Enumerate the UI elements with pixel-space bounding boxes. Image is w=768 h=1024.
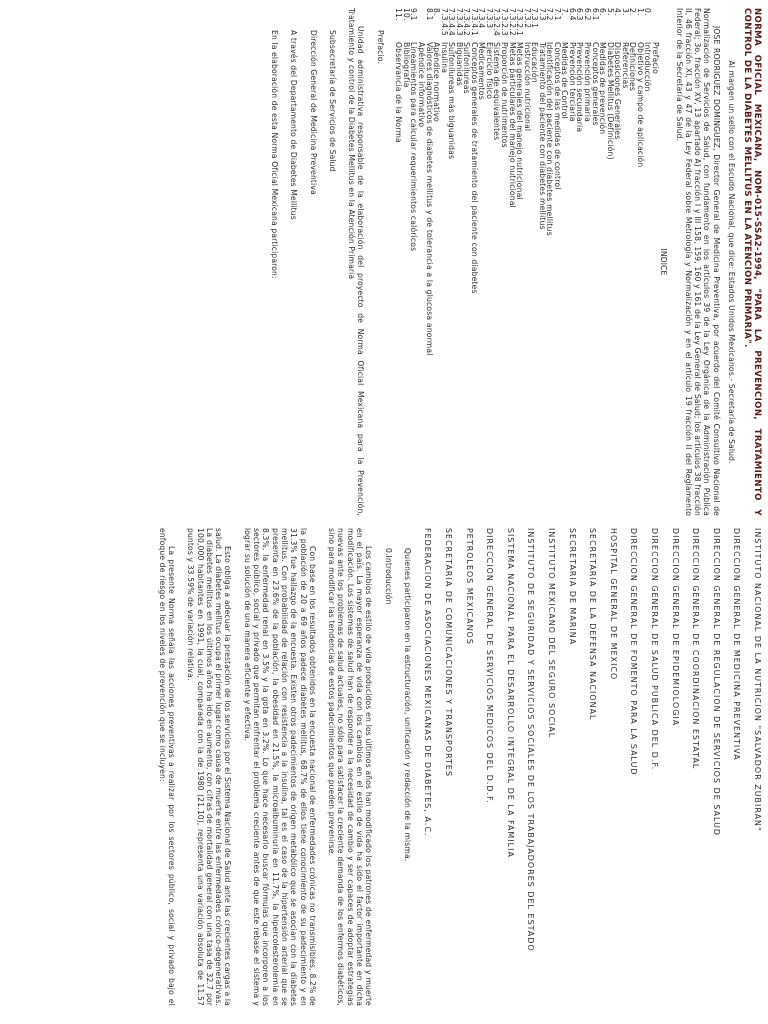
- toc-item: [621, 8, 629, 516]
- toc-item: [576, 8, 584, 516]
- toc-label: Instrucción nutricional: [522, 42, 532, 132]
- toc-number: 6.: [598, 8, 608, 16]
- toc-label: Proporción de nutrimentos: [499, 42, 509, 148]
- participants-line: Quienes participaron en la estructuración, unificación y redacción de la misma.: [402, 548, 412, 862]
- toc-label: Conceptos generales de tratamiento del paciente con diabetes: [469, 42, 479, 294]
- toc-number: 7.3.1: [530, 8, 540, 29]
- toc-number: 2.: [628, 8, 638, 16]
- toc-item: [508, 8, 516, 516]
- toc-label: Prefacio: [650, 42, 660, 74]
- prefacio-heading: Prefacio.: [375, 30, 385, 64]
- toc-number: 7.3.2.3: [499, 8, 509, 36]
- organization-name: DIRECCION GENERAL DE COORDINACION ESTATAL: [691, 528, 701, 770]
- toc-label: Apéndice informativo: [416, 42, 426, 128]
- toc-number: 1.: [635, 8, 645, 16]
- toc-number: 6.1: [590, 8, 600, 21]
- direccion-medicina-line: Dirección General de Medicina Preventiva: [308, 30, 318, 195]
- organization-name: INSTITUTO MEXICANO DEL SEGURO SOCIAL: [547, 528, 557, 739]
- toc-item: [546, 8, 554, 516]
- toc-number: 9.1: [409, 8, 419, 21]
- toc-number: 10.: [401, 8, 411, 21]
- document-title: NORMA OFICIAL MEXICANA, NOM-015-SSA2-1994, "PARA LA PREVENCION, TRATAMIENTO Y CONTROL DE LA DIABETES MELLITUS EN LA ATENCION PRIMARIA".: [742, 8, 762, 516]
- toc-number: 7.3.4.5: [439, 8, 449, 36]
- toc-label: Introducción: [643, 42, 653, 92]
- toc-item: [395, 8, 403, 516]
- toc-item: [568, 8, 576, 516]
- toc-number: 3.: [620, 8, 630, 16]
- departamento-line: A través del Departamento de Diabetes Mellitus: [289, 30, 299, 220]
- toc-label: Tratamiento del paciente con diabetes mellitus: [537, 42, 547, 230]
- toc-item: [470, 8, 478, 516]
- index-heading: INDICE: [659, 248, 669, 276]
- toc-number: 6.4: [567, 8, 577, 21]
- toc-item: [523, 8, 531, 516]
- organization-name: DIRECCION GENERAL DE FOMENTO PARA LA SALUD: [629, 528, 639, 776]
- toc-label: Valores diagnósticos de diabetes mellitus y de tolerancia a la glucosa anormal: [424, 42, 434, 356]
- toc-item: [614, 8, 622, 516]
- toc-item: [561, 8, 569, 516]
- toc-label: Metas generales del manejo nutricional: [515, 42, 525, 200]
- toc-label: Bibliografía: [401, 42, 411, 88]
- toc-item: [644, 8, 652, 516]
- toc-number: 7.3: [537, 8, 547, 21]
- organization-name: FEDERACION DE ASOCIACIONES MEXICANAS DE DIABETES, A.C.: [423, 528, 433, 837]
- toc-item: [425, 8, 433, 516]
- toc-number: 11.: [394, 8, 404, 21]
- toc-label: Disposiciones Generales: [613, 42, 623, 140]
- toc-label: Metas particulares del manejo nutricional: [507, 42, 517, 208]
- organization-name: INSTITUTO NACIONAL DE LA NUTRICION "SALVADOR ZUBIRAN": [753, 528, 762, 832]
- toc-item: [516, 8, 524, 516]
- organization-name: SECRETARIA DE COMUNICACIONES Y TRANSPORTES: [444, 528, 454, 778]
- organization-name: DIRECCION GENERAL DE REGULACION DE SERVICIOS DE SALUD: [711, 528, 721, 837]
- toc-label: Medidas de Control: [560, 42, 570, 119]
- toc-label: Ejercicio físico: [484, 42, 494, 100]
- toc-label: Sistema de equivalentes: [492, 42, 502, 141]
- toc-label: Objetivo y campo de aplicación: [635, 42, 645, 168]
- toc-item: [553, 8, 561, 516]
- toc-item: [493, 8, 501, 516]
- organization-name: DIRECCION GENERAL DE MEDICINA PREVENTIVA: [732, 528, 742, 761]
- intro-paragraph: JOSE RODRIGUEZ DOMINGUEZ, Director General de Medicina Preventiva, por acuerdo del Comité Consultivo Nacional de Normalización de Servicios de Salud, con fundamento en los artículos 39 de la Ley Orgánica de la Administración Pública Federal; 3o. fracción XV, 13 apartado A) fracción I y III 158, 159, 160 y 161 de la Ley General de Salud; los artículos 38 fracción II, 46 fracción XI, 43 y 47 de la Ley Federal sobre Metrología y Normalización y en el artículo 19 fracción II del Reglamento Interior de la Secretaría de Salud.: [674, 8, 721, 516]
- toc-item: [410, 8, 418, 516]
- toc-number: 8.: [432, 8, 442, 16]
- toc-item: [583, 8, 591, 516]
- toc-item: [448, 8, 456, 516]
- toc-number: 7.3.3: [484, 8, 494, 29]
- toc-item: [629, 8, 637, 516]
- toc-label: Prevención primaria: [583, 42, 592, 122]
- toc-item: [402, 8, 410, 516]
- seal-line: Al margen un sello con el Escudo Nacional, que dice: Estados Unidos Mexicanos.- Secretaría de Salud.: [727, 60, 736, 464]
- toc-item: [651, 8, 659, 516]
- toc-number: 7.3.2.4: [492, 8, 502, 36]
- toc-label: Conceptos generales: [590, 42, 600, 126]
- organization-name: SECRETARIA DE MARINA: [567, 528, 577, 646]
- toc-label: Sulfonilureas: [462, 42, 472, 94]
- toc-number: 7.2: [545, 8, 555, 21]
- organization-name: SISTEMA NACIONAL PARA EL DESARROLLO INTEGRAL DE LA FAMILIA: [505, 528, 515, 858]
- toc-item: [606, 8, 614, 516]
- toc-label: Observancia de la Norma: [394, 42, 404, 143]
- paragraph-4: La presente Norma señala las acciones preventivas a realizar por los sectores público, social y privado bajo el enfoque de riesgo en los niveles de prevención que se incluyen:: [157, 528, 176, 1006]
- organization-name: HOSPITAL GENERAL DE MEXICO: [608, 528, 618, 681]
- toc-item: [455, 8, 463, 516]
- organization-name: SECRETARIA DE LA DEFENSA NACIONAL: [588, 528, 598, 721]
- paragraph-2: Con base en los resultados obtenidos en la encuesta nacional de enfermedades crónicas no transmisibles, 8.2% de la población de 20 a 69 años padece diabetes mellitus, 68.7% de ellos tiene conocimiento de su padecimiento y en 31.3% fue hallazgo de la encuesta. Existen otros padecimientos de origen metabólico que se asocian con la diabetes mellitus. Con probabilidad de relación con resistencia a la insulina, tal es el caso de la hipertensión arterial que se presenta en 23.6% de la población, la obesidad en 21.5%, la microalbuminuria en 11.7%, la hipercolesterolemia en 8.3%, la enfermedad renal en 3.5% y la gota en 3.2%. Lo que hace necesario buscar fórmulas que incorporen a los sectores público, social y privado que permitan enfrentar el problema creciente antes de que este rebase el sistema y lograr su solución de una manera eficiente y efectiva.: [242, 528, 317, 1006]
- toc-item: [599, 8, 607, 516]
- toc-label: Medidas de prevención: [598, 42, 608, 135]
- toc-number: 7.3.4.1: [469, 8, 479, 36]
- toc-number: 8.1: [424, 8, 434, 21]
- toc-number: 6.3: [575, 8, 585, 21]
- toc-number: 7.3.4.3: [454, 8, 464, 36]
- organization-name: INSTITUTO DE SEGURIDAD Y SERVICIOS SOCIALES DE LOS TRABAJADORES DEL ESTADO: [526, 528, 536, 952]
- subsecretaria-line: Subsecretaría de Servicios de Salud: [327, 30, 337, 172]
- toc-number: 6.2: [583, 8, 592, 21]
- toc-number: 7.3.4.4: [447, 8, 457, 36]
- toc-item: [433, 8, 441, 516]
- toc-label: Prevención secundaria: [575, 42, 585, 133]
- participation-intro: En la elaboración de esta Norma Oficial Mexicana participaron:: [270, 30, 279, 279]
- toc-item: [485, 8, 493, 516]
- organizations-list: [412, 528, 762, 1006]
- toc-number: 7.: [560, 8, 570, 16]
- toc-number: 7.3.2: [522, 8, 532, 29]
- toc-label: Sulfonilureas más biguanidas: [447, 42, 457, 160]
- toc-label: Definiciones: [628, 42, 638, 91]
- organization-name: DIRECCION GENERAL DE SALUD PUBLICA DEL D.F.: [650, 528, 660, 771]
- toc-label: Prevención terciaria: [567, 42, 577, 122]
- toc-label: Conceptos de las medidas de control: [552, 42, 562, 190]
- organization-name: DIRECCION GENERAL DE EPIDEMIOLOGIA: [670, 528, 680, 727]
- toc-number: 7.1: [552, 8, 562, 21]
- toc-number: 0.: [643, 8, 653, 16]
- toc-label: Medicamentos: [477, 42, 487, 100]
- toc-label: Identificación del paciente con diabetes mellitus: [545, 42, 555, 236]
- toc-number: 7.3.4.2: [462, 8, 472, 36]
- toc-item: [538, 8, 546, 516]
- toc-label: Insulina: [439, 42, 449, 74]
- organization-name: PETROLEOS MEXICANOS: [464, 528, 474, 645]
- toc-label: Biguanidas: [454, 42, 464, 86]
- toc-item: [591, 8, 599, 516]
- right-column: [157, 528, 762, 1006]
- left-column: [270, 8, 762, 516]
- toc-label: Referencias: [620, 42, 630, 89]
- toc-number: 5.: [605, 8, 615, 16]
- toc-label: Diabetes Mellitus (Definición): [605, 42, 615, 160]
- toc-label: Educación: [530, 42, 540, 83]
- toc-number: 7.3.2.1: [515, 8, 525, 36]
- introduction-heading: 0.Introducción: [383, 548, 393, 605]
- toc-number: 7.3.4: [477, 8, 487, 29]
- table-of-contents: [395, 8, 659, 516]
- paragraph-3: Esto obliga a adecuar la prestación de los servicios por el Sistema Nacional de Salud ante las crecientes cargas a la salud. La diabetes mellitus ocupa el primer lugar como causa de muerte entre las enfermedades crónico-degenerativas. La diabetes mellitus en los últimos años ha ido en aumento, con cifras de mortalidad general con una tasa de 32.7 por 100,000 habitantes en 1991, la cual, comparada con la de 1980 (21.10), representa una variación absoluta de 11.57 puntos y 33.59% de variación relativa.: [186, 528, 233, 1006]
- toc-item: [500, 8, 508, 516]
- paragraph-1: Los cambios de estilo de vida producidos en los últimos años han modificado los patrones de enfermedad y muerte en el país. La mayor esperanza de vida con los cambios en el estilo de vida ha sido el factor importante en dicha modificación. Los sistemas de salud han de responder a la necesidad de cambio y ser capaces de adoptar estrategias nuevas ante los problemas de salud actuales, no sólo para satisfacer la creciente demanda de los enfermos diabéticos, sino para modificar las tendencias de estos padecimientos que pueden prevenirse.: [327, 528, 374, 1006]
- toc-label: Apéndice normativo: [432, 42, 442, 123]
- toc-number: 4.: [613, 8, 623, 16]
- toc-item: [478, 8, 486, 516]
- toc-label: Lineamientos para calcular requerimientos calóricos: [409, 42, 419, 252]
- prefacio-paragraph: Unidad administrativa responsable de la elaboración del proyecto de Norma Oficial Mexicana para la Prevención, Tratamiento y control de la Diabetes Mellitus en la Atención Primaria: [347, 8, 366, 516]
- toc-item: [636, 8, 644, 516]
- toc-number: 7.3.2.2: [507, 8, 517, 36]
- organization-name: DIRECCION GENERAL DE SERVICIOS MEDICOS DEL D.D.F.: [485, 528, 495, 804]
